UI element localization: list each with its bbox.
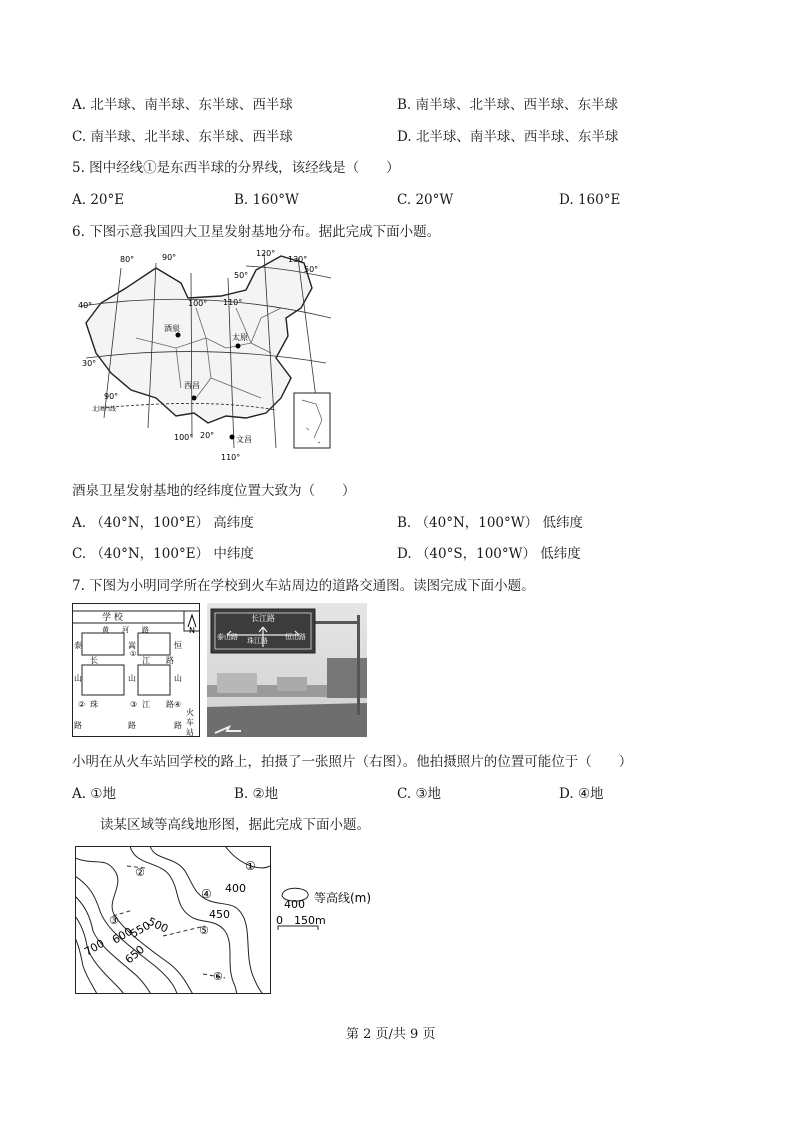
point-6-label: ⑥ [213, 970, 223, 983]
map-label-lon80: 80° [120, 255, 135, 264]
contour-legend [272, 882, 392, 932]
hengshan-road-3: 路 [174, 721, 182, 730]
q7-stem: 7. 下图为小明同学所在学校到火车站周边的道路交通图。读图完成下面小题。 [72, 578, 535, 594]
road-sign-photo [207, 603, 367, 737]
point-2-label: ② [135, 866, 145, 879]
hengshan-road-1: 恒 [174, 641, 182, 650]
map-label-lat40: 40° [78, 301, 93, 310]
q4-option-a: A. 北半球、南半球、东半球、西半球 [72, 97, 293, 113]
sign-right-label: 恒山路 [285, 633, 306, 641]
xichang-label: 西昌 [184, 381, 200, 390]
zhujiang-road-1: 珠 [90, 700, 98, 709]
taiyuan-label: 太原 [232, 333, 248, 342]
q5-stem: 5. 图中经线①是东西半球的分界线，该经线是（ ） [72, 160, 400, 176]
legend-contour-label: 等高线(m) [314, 891, 372, 905]
q5-option-b: B. 160°W [234, 192, 299, 208]
songshan-road-1: 嵩 [128, 641, 136, 650]
legend-scale-zero: 0 [276, 914, 283, 927]
school-label: 学 校 [102, 613, 123, 623]
huanghe-road-1: 黄 [102, 626, 109, 634]
north-arrow-label: N [189, 626, 195, 635]
road-mark-2: ② [78, 700, 86, 709]
contour-label-450: 450 [209, 908, 230, 921]
taishan-road-3: 路 [74, 721, 82, 730]
q4-option-c: C. 南半球、北半球、东半球、西半球 [72, 129, 293, 145]
station-label-2: 车 [186, 718, 194, 727]
changjiang-road-3: 路 [166, 656, 174, 665]
point-5-label: ⑤ [199, 924, 209, 937]
contour-label-600: 600 [110, 924, 135, 947]
map-label-lon110: 110° [223, 298, 243, 307]
road-mark-4: ④ [174, 700, 182, 709]
map-label-bottom110: 110° [221, 453, 241, 462]
map-label-lon90: 90° [162, 253, 177, 262]
map-label-lon130: 130° [288, 255, 308, 264]
q6-option-c: C. （40°N，100°E） 中纬度 [72, 546, 254, 562]
jiuquan-label: 酒泉 [164, 324, 180, 333]
map-label-bottom20: 20° [200, 431, 215, 440]
jiuquan-site-dot [176, 333, 181, 338]
point-1-label: ① [245, 859, 256, 873]
q6-option-a: A. （40°N，100°E） 高纬度 [72, 515, 254, 531]
road-mark-1: ① [130, 650, 137, 658]
q5-option-d: D. 160°E [559, 192, 621, 208]
legend-scale-length: 150m [294, 914, 326, 927]
station-label-1: 火 [186, 708, 194, 717]
contour-label-550: 550 [128, 918, 153, 941]
q6-option-d: D. （40°S，100°W） 低纬度 [397, 546, 581, 562]
map-label-lat50: 50° [234, 271, 249, 280]
huanghe-road-2: 河 [122, 626, 129, 634]
q4-option-b: B. 南半球、北半球、西半球、东半球 [397, 97, 619, 113]
contour-map [75, 846, 271, 994]
q7-option-c: C. ③地 [397, 786, 442, 802]
taiyuan-site-dot [236, 344, 241, 349]
sign-top-label: 长江路 [251, 614, 275, 623]
road-mark-3: ③ [130, 700, 138, 709]
map-label-tropic: 北回归线 [92, 406, 117, 413]
legend-contour-value: 400 [284, 898, 305, 911]
contour-label-500: 500 [145, 914, 171, 936]
contour-label-650: 650 [122, 942, 148, 967]
q7-option-a: A. ①地 [72, 786, 116, 802]
map-label-bottom100: 100° [174, 433, 194, 442]
point-3-label: ③ [109, 914, 119, 927]
map-label-lon90-left: 90° [104, 392, 119, 401]
changjiang-road-1: 长 [90, 656, 98, 665]
changjiang-road-2: 江 [142, 656, 150, 665]
wenchang-site-dot [230, 435, 235, 440]
contour-label-700: 700 [82, 936, 107, 959]
point-4-label: ④ [201, 887, 212, 901]
map-label-lon120: 120° [256, 249, 276, 258]
hengshan-road-2: 山 [174, 674, 182, 683]
q4-option-d: D. 北半球、南半球、西半球、东半球 [397, 129, 619, 145]
q7-question: 小明在从火车站回学校的路上，拍摄了一张照片（右图）。他拍摄照片的位置可能位于（ ） [72, 754, 633, 770]
map-label-lon100: 100° [188, 299, 208, 308]
songshan-road-2: 山 [128, 674, 136, 683]
china-satellite-map [76, 248, 338, 464]
q8-stem: 读某区域等高线地形图，据此完成下面小题。 [100, 817, 370, 833]
q5-option-a: A. 20°E [72, 192, 125, 208]
songshan-road-3: 路 [128, 721, 136, 730]
q7-option-b: B. ②地 [234, 786, 279, 802]
q7-option-d: D. ④地 [559, 786, 604, 802]
q6-stem: 6. 下图示意我国四大卫星发射基地分布。据此完成下面小题。 [72, 224, 441, 240]
taishan-road-2: 山 [74, 674, 82, 683]
q5-option-c: C. 20°W [397, 192, 454, 208]
road-map [72, 603, 200, 737]
taishan-road-1: 泰 [74, 641, 82, 650]
xichang-site-dot [192, 396, 197, 401]
contour-label-400: 400 [225, 882, 246, 895]
q6-option-b: B. （40°N，100°W） 低纬度 [397, 515, 583, 531]
huanghe-road-3: 路 [142, 626, 149, 634]
station-label-3: 站 [186, 728, 194, 737]
zhujiang-road-3: 路 [166, 700, 174, 709]
q6-question: 酒泉卫星发射基地的经纬度位置大致为（ ） [72, 483, 356, 499]
wenchang-label: 文昌 [236, 435, 252, 444]
sign-middle-label: 珠江路 [247, 637, 268, 645]
map-label-lat30: 30° [82, 359, 97, 368]
zhujiang-road-2: 江 [142, 700, 150, 709]
page-footer: 第 2 页/共 9 页 [346, 1027, 436, 1042]
sign-left-label: 泰山路 [217, 633, 238, 641]
map-label-lat50-right: 50° [304, 265, 319, 274]
